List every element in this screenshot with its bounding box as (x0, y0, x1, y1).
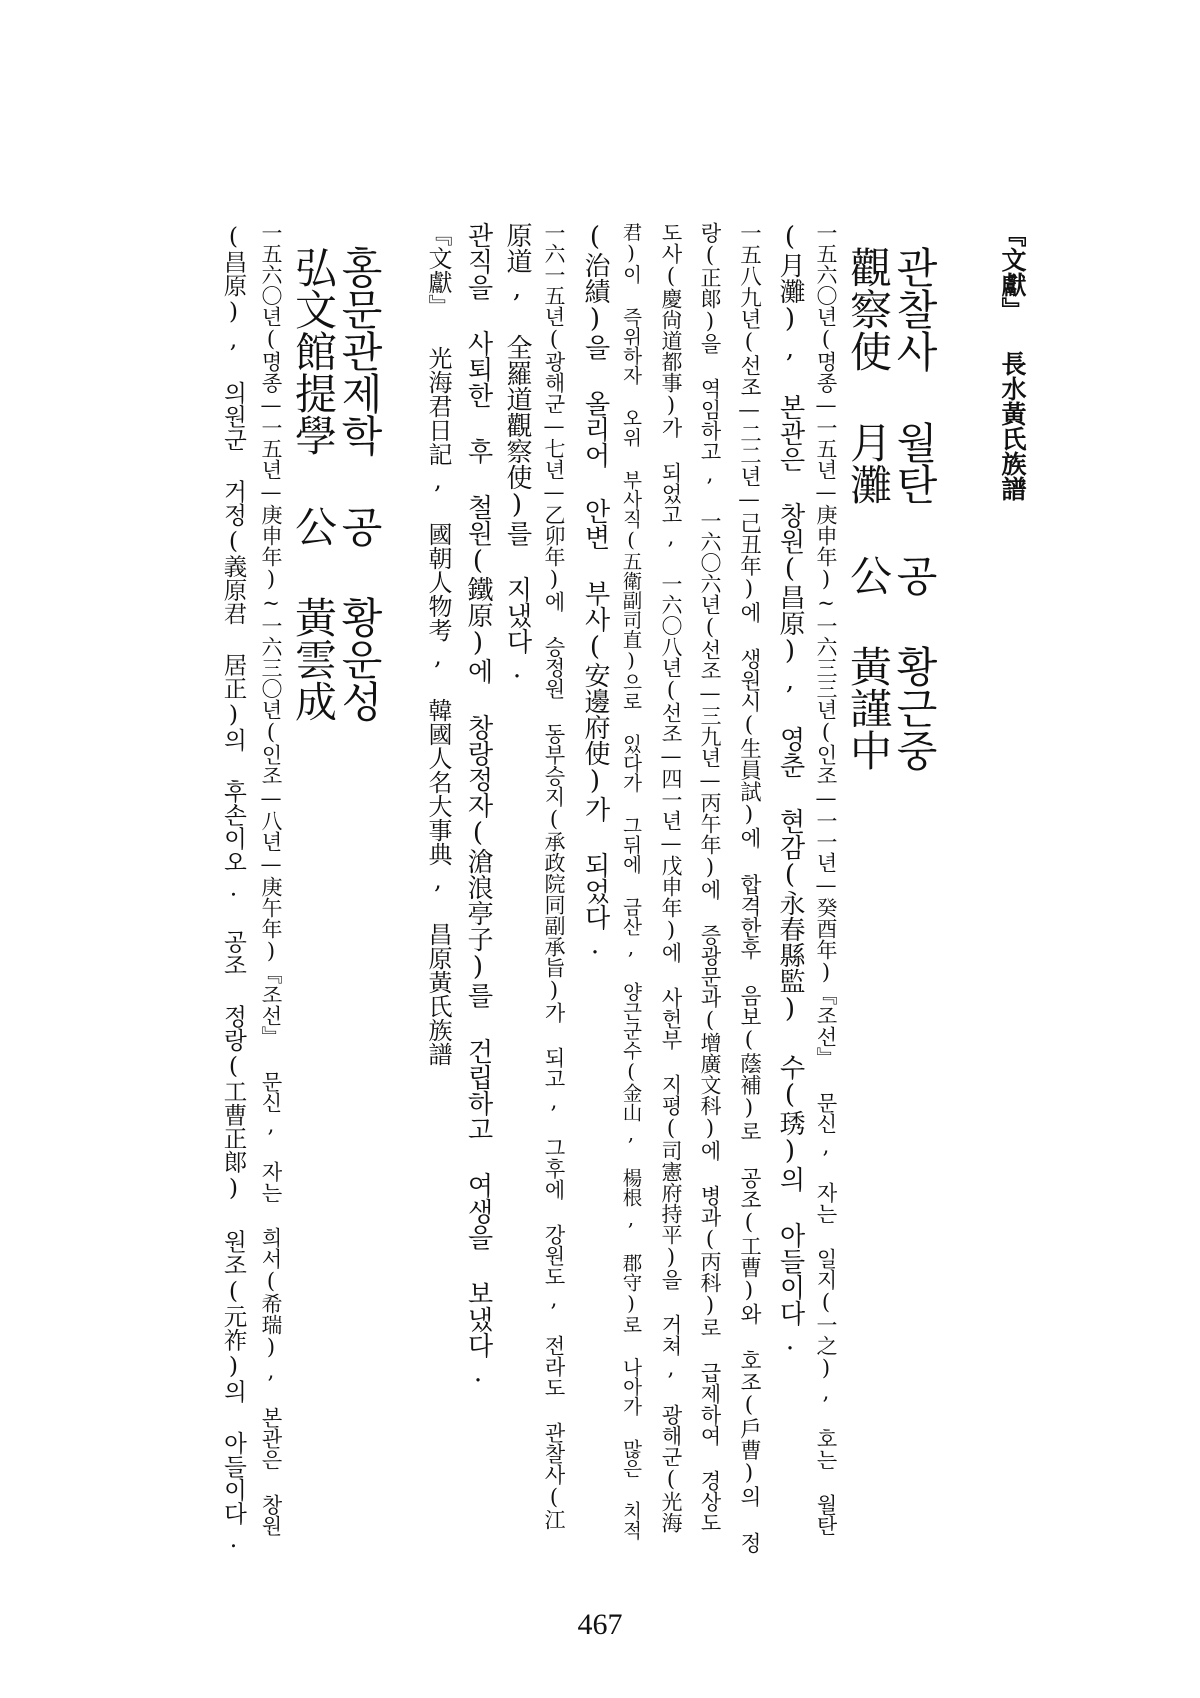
section-2-line-1: 一五六〇년(명종—一五년—庚申年)~一六三〇년(인조—八년—庚午年)『조선』 문신, 자는 희서(希瑞), 본관은 창원 (259, 222, 283, 1536)
section-1-title-hangul: 관찰사 월탄 공 황근중 (890, 246, 939, 771)
section-2-line-2: (昌原), 의원군 거정(義原君 居正)의 후손이오. 공조 정랑(工曹正郞) 원조(元祚)의 아들이다. (219, 222, 248, 1553)
section-1-line-4: 랑(正郞)을 역임하고, 一六〇六년(선조—三九년—丙午年)에 증광문과(增廣文科)에 병과(丙科)로 급제하여 경상도 (698, 222, 722, 1533)
section-1-line-9: 原道, 全羅道觀察使)를 지냈다. (502, 222, 532, 684)
section-1-line-1: 一五六〇년(명종—一五년—庚申年)~一六三三년(인조—一一년—癸酉年)『조선』 문신, 자는 일지(一之), 호는 월탄 (814, 222, 838, 1536)
running-header: 『文獻』 長水黃氏族譜 (998, 222, 1027, 501)
section-1-title-hanja: 觀察使 月灘 公 黃謹中 (844, 246, 893, 771)
section-2-title-hangul: 홍문관제학 공 황운성 (335, 246, 384, 722)
section-1-line-8: 一六一五년(광해군—七년—乙卯年)에 승정원 동부승지(承政院同副承旨)가 되고, 그후에 강원도, 전라도 관찰사(江 (542, 222, 566, 1530)
section-1-line-3: 一五八九년(선조—二二년—己丑年)에 생원시(生員試)에 합격한후 음보(蔭補)로 공조(工曹)와 호조(戶曹)의 정 (736, 222, 762, 1554)
section-1-line-5: 도사(慶尙道都事)가 되었고, 一六〇八년(선조—四一년—戊申年)에 사헌부 지평(司憲府持平)을 거쳐, 광해군(光海 (659, 222, 683, 1533)
section-1-line-10: 관직을 사퇴한 후 철원(鐵原)에 창랑정자(滄浪亭子)를 건립하고 여생을 보냈다. (463, 222, 493, 1388)
section-1-line-7: (治績)을 올리어 안변 부사(安邊府使)가 되었다. (580, 222, 610, 960)
page-number: 467 (577, 1608, 623, 1641)
section-2-title-hanja: 弘文館提學 公 黃雲成 (289, 246, 338, 722)
section-1-line-2: (月灘), 본관은 창원(昌原), 영춘 현감(永春縣監) 수(琇)의 아들이다. (775, 222, 805, 1356)
section-1-sources: 『文獻』 光海君日記, 國朝人物考, 韓國人名大事典, 昌原黃氏族譜 (424, 222, 452, 1066)
section-1-line-6: 君)이 즉위하자 오위 부사직(五衛副司直)으로 있다가 그뒤에 금산, 양근군수(金山, 楊根, 郡守)로 나아가 많은 치적 (619, 222, 643, 1540)
